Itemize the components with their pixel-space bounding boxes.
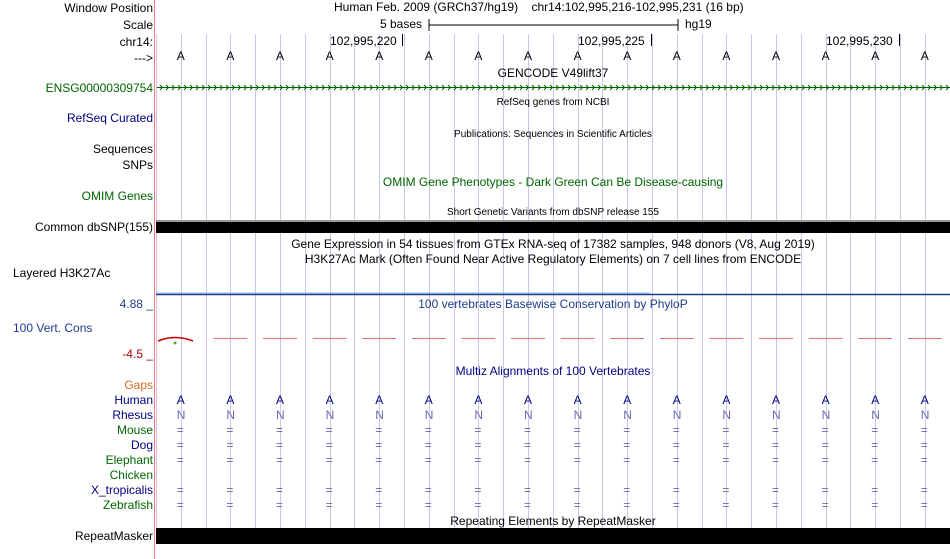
alignment-base: =	[524, 453, 532, 467]
alignment-base: =	[772, 498, 780, 512]
alignment-base: =	[474, 453, 482, 467]
alignment-base: =	[772, 423, 780, 437]
base-gridlines	[157, 34, 926, 528]
phylop-point	[174, 342, 177, 345]
cons-axis-bottom: -4.5 _	[122, 347, 153, 361]
alignment-base: =	[920, 453, 928, 467]
alignment-base: =	[573, 483, 581, 497]
window-position-label: Window Position	[64, 1, 153, 15]
alignment-base: =	[722, 423, 730, 437]
alignment-base: =	[226, 498, 234, 512]
alignment-base: A	[920, 393, 929, 407]
alignment-base: =	[325, 438, 333, 452]
assembly-name: Human Feb. 2009 (GRCh37/hg19)	[334, 0, 519, 14]
alignment-base: =	[920, 438, 928, 452]
alignment-base: A	[772, 393, 781, 407]
alignment-base: N	[722, 408, 732, 422]
alignment-base: =	[871, 438, 879, 452]
alignment-base: =	[573, 423, 581, 437]
alignment-base: A	[672, 393, 681, 407]
alignment-base: =	[375, 438, 383, 452]
reference-base: A	[325, 49, 334, 63]
ensg-gene-label[interactable]: ENSG00000309754	[45, 81, 153, 95]
scale-label: Scale	[122, 18, 153, 32]
multiz-track-title[interactable]: Multiz Alignments of 100 Vertebrates	[455, 364, 651, 378]
alignment-base: =	[424, 453, 432, 467]
alignment-base: =	[176, 453, 184, 467]
coord-tick-2: 102,995,225	[578, 34, 645, 48]
alignment-base: N	[672, 408, 682, 422]
alignment-base: N	[176, 408, 186, 422]
alignment-base: A	[474, 393, 483, 407]
alignment-base: =	[672, 438, 680, 452]
dbsnp-track-title[interactable]: Short Genetic Variants from dbSNP release 155	[447, 207, 659, 218]
alignment-base: =	[722, 498, 730, 512]
reference-base: A	[524, 49, 533, 63]
species-label-zebrafish[interactable]: Zebrafish	[102, 498, 153, 512]
alignment-base: =	[176, 498, 184, 512]
alignment-base: =	[821, 453, 829, 467]
reference-base: A	[772, 49, 781, 63]
alignment-base: =	[226, 453, 234, 467]
layered-h3k27ac-label[interactable]: Layered H3K27Ac	[13, 266, 111, 280]
alignment-base: =	[524, 423, 532, 437]
alignment-base: =	[722, 483, 730, 497]
species-label-chicken[interactable]: Chicken	[109, 468, 153, 482]
alignment-base: N	[772, 408, 781, 422]
scale-bar	[428, 17, 680, 33]
repeatmasker-track-title[interactable]: Repeating Elements by RepeatMasker	[450, 514, 656, 528]
alignment-base: =	[325, 453, 333, 467]
alignment-base: A	[226, 393, 235, 407]
alignment-base: =	[226, 483, 234, 497]
alignment-base: N	[920, 408, 930, 422]
alignment-base: =	[623, 498, 631, 512]
alignment-base: A	[325, 393, 334, 407]
alignment-base: =	[672, 453, 680, 467]
alignment-base: =	[722, 453, 730, 467]
sequences-label[interactable]: Sequences	[92, 142, 153, 156]
alignment-base: A	[722, 393, 731, 407]
common-dbsnp-bar[interactable]	[156, 222, 950, 233]
alignment-base: =	[276, 483, 284, 497]
repeatmasker-label[interactable]: RepeatMasker	[74, 529, 153, 543]
alignment-base: =	[176, 423, 184, 437]
alignment-base: =	[524, 438, 532, 452]
species-label-mouse[interactable]: Mouse	[116, 423, 153, 437]
assembly-title	[334, 0, 744, 14]
coord-tick-mark-1	[402, 34, 403, 46]
alignment-base: =	[424, 423, 432, 437]
alignment-base: =	[672, 423, 680, 437]
reference-base: A	[871, 49, 880, 63]
alignment-base: =	[573, 438, 581, 452]
alignment-base: N	[573, 408, 583, 422]
species-label-human[interactable]: Human	[114, 393, 153, 407]
cons-axis-top: 4.88 _	[119, 297, 153, 311]
alignment-base: =	[375, 483, 383, 497]
alignment-base: =	[672, 483, 680, 497]
coord-tick-1: 102,995,220	[330, 34, 397, 48]
alignment-base: A	[176, 393, 185, 407]
alignment-base: =	[424, 438, 432, 452]
alignment-base: N	[375, 408, 384, 422]
snps-label[interactable]: SNPs	[122, 158, 153, 172]
alignment-base: =	[772, 483, 780, 497]
alignment-base: N	[821, 408, 831, 422]
alignment-base: N	[524, 408, 533, 422]
alignment-base: =	[920, 423, 928, 437]
alignment-base: =	[375, 453, 383, 467]
alignment-base: =	[920, 498, 928, 512]
alignment-base: =	[871, 423, 879, 437]
alignment-base: =	[821, 483, 829, 497]
alignment-base: =	[226, 423, 234, 437]
alignment-base: =	[325, 483, 333, 497]
alignment-base: =	[920, 483, 928, 497]
alignment-base: =	[672, 498, 680, 512]
alignment-base: N	[474, 408, 484, 422]
reference-base: A	[672, 49, 681, 63]
alignment-base: A	[573, 393, 582, 407]
species-label-elephant[interactable]: Elephant	[105, 453, 153, 467]
alignment-base: =	[623, 438, 631, 452]
gencode-track-title[interactable]: GENCODE V49lift37	[497, 66, 609, 80]
alignment-base: =	[623, 453, 631, 467]
vert-cons-label[interactable]: 100 Vert. Cons	[13, 321, 93, 335]
alignment-base: =	[524, 498, 532, 512]
coord-tick-3: 102,995,230	[826, 34, 893, 48]
reference-base: A	[573, 49, 582, 63]
alignment-base: =	[474, 498, 482, 512]
alignment-base: =	[325, 423, 333, 437]
reference-base: A	[375, 49, 384, 63]
coord-tick-mark-2	[651, 34, 652, 46]
reference-base: A	[226, 49, 235, 63]
species-label-dog[interactable]: Dog	[130, 438, 153, 452]
alignment-base: =	[772, 438, 780, 452]
alignment-base: =	[226, 438, 234, 452]
alignment-base: =	[474, 423, 482, 437]
coord-tick-mark-3	[899, 34, 900, 46]
omim-track-title[interactable]: OMIM Gene Phenotypes - Dark Green Can Be Disease-causing	[382, 175, 724, 189]
reference-base: A	[474, 49, 483, 63]
alignment-base: A	[424, 393, 433, 407]
alignment-base: A	[375, 393, 384, 407]
scale-assembly: hg19	[685, 17, 712, 31]
alignment-base: A	[821, 393, 830, 407]
alignment-base: =	[474, 438, 482, 452]
alignment-base: =	[871, 453, 879, 467]
alignment-base: =	[623, 483, 631, 497]
alignment-base: =	[821, 423, 829, 437]
chrom-label: chr14:	[119, 35, 153, 49]
alignment-base: =	[325, 498, 333, 512]
alignment-base: =	[573, 453, 581, 467]
species-label-x_tropicalis[interactable]: X_tropicalis	[90, 483, 153, 497]
alignment-base: N	[325, 408, 335, 422]
reference-base: A	[276, 49, 285, 63]
omim-genes-label[interactable]: OMIM Genes	[81, 189, 153, 203]
alignment-base: N	[276, 408, 285, 422]
alignment-base: N	[226, 408, 236, 422]
reference-base: A	[722, 49, 731, 63]
alignment-base: N	[424, 408, 434, 422]
alignment-base: =	[375, 423, 383, 437]
alignment-base: =	[276, 423, 284, 437]
alignment-base: =	[276, 453, 284, 467]
reference-base: A	[176, 49, 185, 63]
alignment-base: =	[524, 483, 532, 497]
alignment-base: A	[524, 393, 533, 407]
alignment-base: N	[871, 408, 880, 422]
publications-track-title[interactable]: Publications: Sequences in Scientific Articles	[454, 129, 652, 140]
alignment-base: =	[573, 498, 581, 512]
position-readout[interactable]: chr14:102,995,216-102,995,231 (16 bp)	[531, 0, 744, 14]
strand-arrow-label: --->	[134, 51, 153, 65]
alignment-base: =	[821, 438, 829, 452]
gaps-label[interactable]: Gaps	[124, 378, 153, 392]
reference-base: A	[623, 49, 632, 63]
scale-text: 5 bases	[380, 17, 423, 31]
common-dbsnp-label[interactable]: Common dbSNP(155)	[34, 220, 153, 234]
h3k27ac-track-title[interactable]: H3K27Ac Mark (Often Found Near Active Regulatory Elements) on 7 cell lines from ENCODE	[304, 252, 802, 266]
alignment-base: =	[375, 498, 383, 512]
alignment-base: =	[871, 483, 879, 497]
species-label-rhesus[interactable]: Rhesus	[112, 408, 153, 422]
alignment-base: A	[623, 393, 632, 407]
phylop-peak	[158, 338, 193, 342]
alignment-base: A	[276, 393, 285, 407]
alignment-base: =	[176, 438, 184, 452]
alignment-base: =	[424, 483, 432, 497]
alignment-base: N	[623, 408, 632, 422]
alignment-base: =	[722, 438, 730, 452]
gtex-track-title[interactable]: Gene Expression in 54 tissues from GTEx RNA-seq of 17382 samples, 948 donors (V8, Aug 2019)	[291, 237, 815, 251]
reference-base: A	[920, 49, 929, 63]
alignment-base: =	[871, 498, 879, 512]
alignment-base: =	[276, 498, 284, 512]
refseq-track-title[interactable]: RefSeq genes from NCBI	[496, 97, 610, 108]
alignment-base: A	[871, 393, 880, 407]
alignment-base: =	[276, 438, 284, 452]
alignment-base: =	[623, 423, 631, 437]
reference-base: A	[424, 49, 433, 63]
alignment-base: =	[772, 453, 780, 467]
alignment-base: =	[176, 483, 184, 497]
refseq-label[interactable]: RefSeq Curated	[66, 111, 153, 125]
reference-base: A	[821, 49, 830, 63]
alignment-base: =	[474, 483, 482, 497]
phylop-track-title[interactable]: 100 vertebrates Basewise Conservation by PhyloP	[418, 297, 688, 311]
repeatmasker-bar[interactable]	[156, 528, 950, 544]
alignment-base: =	[821, 498, 829, 512]
alignment-base: =	[424, 498, 432, 512]
